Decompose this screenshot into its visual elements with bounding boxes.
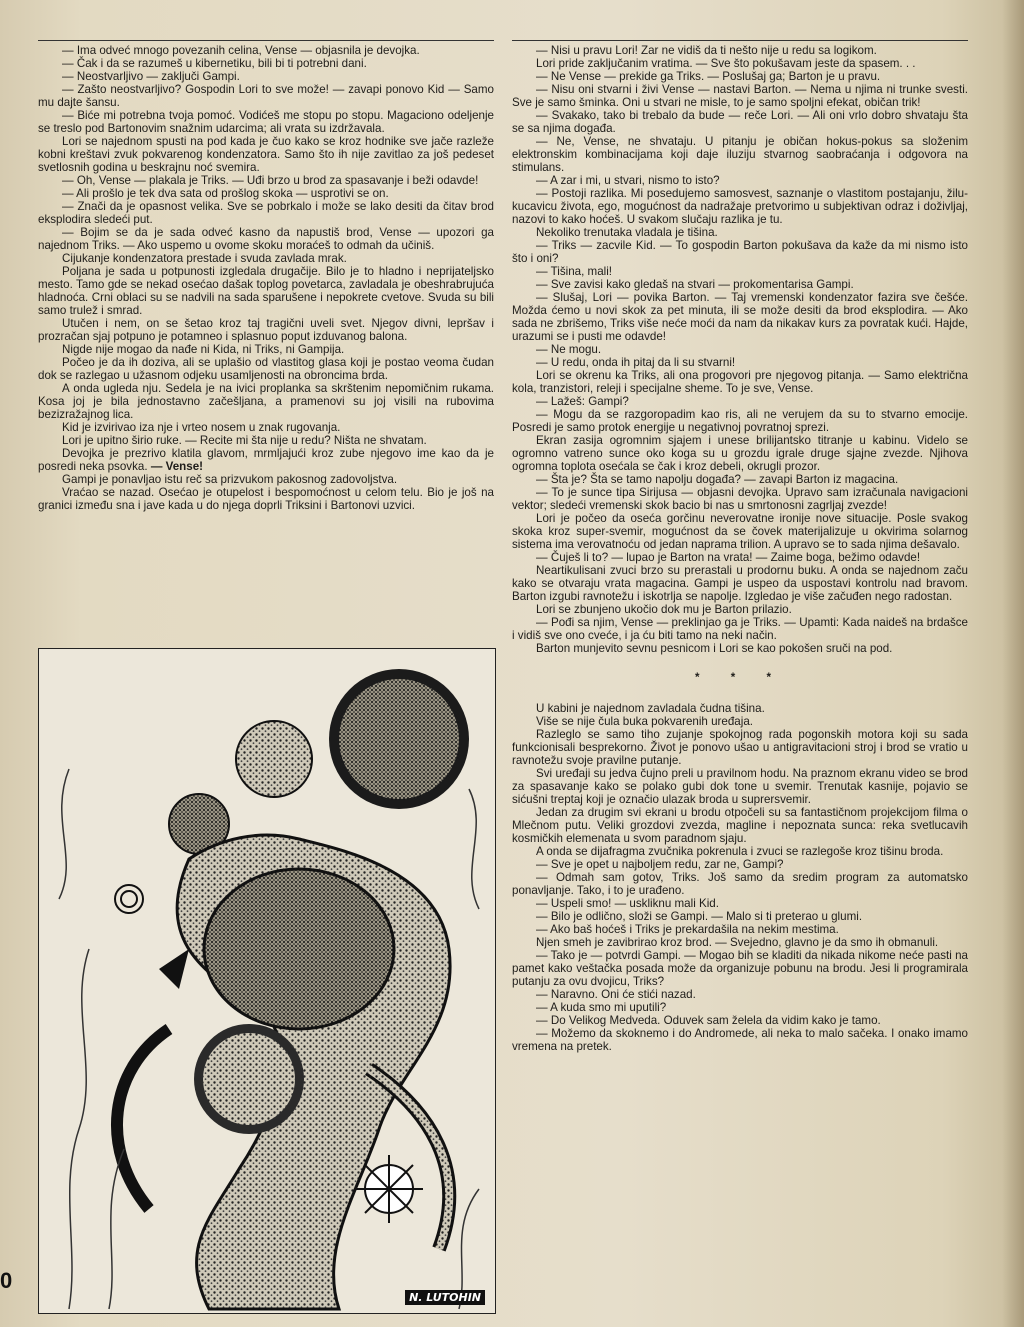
paragraph: A onda ugleda nju. Sedela je na ivici proplanka sa skrštenim nepomičnim rukama. Kosa joj je bila jednostavno začešljana, a pramenovi su joj visili na rubovima bezizražajnog lica. (38, 382, 494, 421)
paragraph: Njen smeh je zavibrirao kroz brod. — Svejedno, glavno je da smo ih obmanuli. (536, 936, 939, 949)
paragraph: Devojka je prezrivo klatila glavom, mrmljajući kroz zube njegovo ime kao da je posredi neka psovka. — Vense! (38, 447, 494, 473)
paragraph: — Neostvarljivo — zaključi Gampi. (62, 70, 240, 83)
paragraph: Lori se najednom spusti na pod kada je čuo kako se kroz hodnike sve jače razleže kobni kreštavi zvuk pokvarenog kondenzatora. Samo što ih nije zavitlao za još pedeset svetlosnih godina u beskrajnu noć svemira. (38, 135, 494, 174)
paragraph: — Do Velikog Medveda. Oduvek sam želela da vidim kako je tamo. (536, 1014, 881, 1027)
paragraph: — Mogu da se razgoropadim kao ris, ali ne verujem da su to stvarno emocije. Posredi je samo protok energije u negativnoj povratnoj sprezi. (512, 408, 968, 434)
right-text-column (512, 44, 968, 1314)
paragraph: — Ako baš hoćeš i Triks je prekardašila na nekim mestima. (536, 923, 839, 936)
paragraph: — Nisu oni stvarni i živi Vense — nastavi Barton. — Nema u njima ni trunke svesti. Sve je samo šminka. Oni u stvari ne misle, to je samo spoljni efekat, običan trik! (512, 83, 968, 109)
paragraph: Barton munjevito sevnu pesnicom i Lori se kao pokošen sruči na pod. (536, 642, 893, 655)
paragraph: Gampi je ponavljao istu reč sa prizvukom pakosnog zadovoljstva. (62, 473, 398, 486)
paragraph: — Zašto neostvarljivo? Gospodin Lori to sve može! — zavapi ponovo Kid — Samo mu dajte šansu. (38, 83, 494, 109)
top-rule-left (38, 40, 494, 41)
paragraph: — Uspeli smo! — uskliknu mali Kid. (536, 897, 719, 910)
paragraph: — A kuda smo mi uputili? (536, 1001, 667, 1014)
paragraph: — A zar i mi, u stvari, nismo to isto? (536, 174, 720, 187)
paragraph: — Tako je — potvrdi Gampi. — Mogao bih se kladiti da nikada nikome neće pasti na pamet kako veštačka posada može da organizuje pobunu na brodu. Jesi li programirala putanju za ovu dvojicu, Triks? (512, 949, 968, 988)
paragraph: — Odmah sam gotov, Triks. Još samo da sredim program za automatsko ponavljanje. Tako, i to je urađeno. (512, 871, 968, 897)
paragraph: Lori se zbunjeno ukočio dok mu je Barton prilazio. (536, 603, 792, 616)
illustrator-signature: N. LUTOHIN (405, 1290, 485, 1305)
paragraph: Počeo je da ih doziva, ali se uplašio od vlastitog glasa koji je postao veoma čudan dok se razlegao u užasnom odjeku usamljenosti na obroncima brda. (38, 356, 494, 382)
paragraph: — Nisi u pravu Lori! Zar ne vidiš da ti nešto nije u redu sa logikom. (536, 44, 877, 57)
paragraph: — Ali prošlo je tek dva sata od prošlog skoka — usprotivi se on. (62, 187, 389, 200)
paragraph: Neartikulisani zvuci brzo su prerastali u prodornu buku. A onda se najednom začu kako se otvaraju vrata magacina. Gampi je uspeo da uspostavi kontrolu nad bravom. Barton izgubi ravnotežu i iskotrlja se napolje. Izgledao je više začuđen nego radostan. (512, 564, 968, 603)
paragraph: — Čuješ li to? — lupao je Barton na vrata! — Zaime boga, bežimo odavde! (536, 551, 921, 564)
paragraph: Svi uređaji su jedva čujno preli u pravilnom hodu. Na praznom ekranu video se brod za spasavanje kako se polako gubi dok tone u svemir. Trenutak kasnije, pojavio se sićušni treptaj koji je označio ulazak broda u suprersvemir. (512, 767, 968, 806)
paragraph: — Sve zavisi kako gledaš na stvari — prokomentarisa Gampi. (536, 278, 854, 291)
page-number: 0 (0, 1268, 13, 1293)
bold-exclamation: — Vense! (150, 460, 204, 473)
paragraph: Vraćao se nazad. Osećao je otupelost i bespomoćnost u celom telu. Bio je još na granici između sna i jave kada u do njega doprli Triksini i Bartonovi uzvici. (38, 486, 494, 512)
paragraph: Lori je počeo da oseća gorčinu neverovatne ironije nove situacije. Posle svakog skoka kroz super-svemir, mogućnost da se čovek materijalizuje u okvirima solarnog sistema ima verovatnoću od jedan naprama trilion. A upravo se to sada njima dešavalo. (512, 512, 968, 551)
paragraph: Poljana je sada u potpunosti izgledala drugačije. Bilo je to hladno i neprijateljsko mesto. Tamo gde se nekad osećao dašak toplog povetarca, zavladala je obeshrabrujuća hladnoća. Crni oblaci su se nadvili na sada sparušene i nepokrete cvetove. Svuda su bili samo trulež i smrad. (38, 265, 494, 317)
paragraph: — Bilo je odlično, složi se Gampi. — Malo si ti preterao u glumi. (536, 910, 863, 923)
paragraph: — Slušaj, Lori — povika Barton. — Taj vremenski kondenzator fazira sve češće. Možda ćemo u novi skok za pet minuta, ili se može desiti da brod eksplodira. — Ako sada ne zbrišemo, Triks više neće moći da nam da nikakav kurs za povratak kući. Hajde, urazumi se i pusti me odavde! (512, 291, 968, 343)
paragraph: U kabini je najednom zavladala čudna tišina. (536, 702, 765, 715)
paragraph: — Lažeš: Gampi? (536, 395, 629, 408)
paragraph: — Znači da je opasnost velika. Sve se pobrkalo i može se lako desiti da čitav brod eksplodira sledeći put. (38, 200, 494, 226)
paragraph: Ekran zasija ogromnim sjajem i unese brilijantsko titranje u kabinu. Videlo se ogromno vatreno sunce oko koga su u grozdu igrale druge sjajne zvezde. Njihova ogromna toplota osećala se čak i kroz debeli, okrugli prozor. (512, 434, 968, 473)
surreal-illustration (38, 648, 496, 1314)
paragraph: — Čak i da se razumeš u kibernetiku, bili bi ti potrebni dani. (62, 57, 367, 70)
section-separator: * * * (695, 671, 785, 684)
paragraph: — Ima odveć mnogo povezanih celina, Vense — objasnila je devojka. (62, 44, 420, 57)
paragraph: — Naravno. Oni će stići nazad. (536, 988, 696, 1001)
paragraph: — Možemo da skoknemo i do Andromede, ali neka to malo sačeka. I onako imamo vremena na pretek. (512, 1027, 968, 1053)
paragraph: — Pođi sa njim, Vense — preklinjao ga je Triks. — Upamti: Kada naideš na brdašce i vidiš sve ono cveće, i ja ću biti tamo na neki način. (512, 616, 968, 642)
left-text-column (38, 44, 494, 644)
paragraph: — Svakako, tako bi trebalo da bude — reče Lori. — Ali oni vrlo dobro shvataju šta se sa njima događa. (512, 109, 968, 135)
paragraph: — U redu, onda ih pitaj da li su stvarni! (536, 356, 736, 369)
paragraph: — Triks — zacvile Kid. — To gospodin Barton pokušava da kaže da mi nismo isto što i oni? (512, 239, 968, 265)
paragraph: — Bojim se da je sada odveć kasno da napustiš brod, Vense — upozori ga najednom Triks. — Ako uspemo u ovome skoku moraćeš to odmah da učiniš. (38, 226, 494, 252)
paragraph: — Sve je opet u najboljem redu, zar ne, Gampi? (536, 858, 784, 871)
paragraph: Jedan za drugim svi ekrani u brodu otpočeli su sa fantastičnom projekcijom filma o Mlečnom putu. Veliki grozdovi zvezda, magline i nepoznata sunca: reka svetlucavih kosmičkih elemenata u svom paradnom sjaju. (512, 806, 968, 845)
paragraph: Cijukanje kondenzatora prestade i svuda zavlada mrak. (62, 252, 347, 265)
page-spine-shadow (1002, 0, 1024, 1327)
paragraph: Više se nije čula buka pokvarenih uređaja. (536, 715, 753, 728)
paragraph: — To je sunce tipa Sirijusa — objasni devojka. Upravo sam izračunala navigacioni vektor; sledeći vremenski skok bacio bi nas u smrtonosni zagrljaj zvezde! (512, 486, 968, 512)
paragraph: Razleglo se samo tiho zujanje spokojnog rada pogonskih motora koji su sada funkcionisali besprekorno. Život je ponovo ušao u antigravitacioni stroj i brod se vratio u ravnotežu svoje pravilne putanje. (512, 728, 968, 767)
paragraph: — Biće mi potrebna tvoja pomoć. Vodićeš me stopu po stopu. Magaciono odeljenje se treslo pod Bartonovim snažnim udarcima; ali vrata su izdržavala. (38, 109, 494, 135)
paragraph: — Ne Vense — prekide ga Triks. — Poslušaj ga; Barton je u pravu. (536, 70, 881, 83)
paragraph: Lori pride zaključanim vratima. — Sve što pokušavam jeste da spasem. . . (536, 57, 916, 70)
paragraph: — Ne mogu. (536, 343, 602, 356)
paragraph: Utučen i nem, on se šetao kroz taj tragični uveli svet. Njegov divni, lepršav i prozračan sjaj potpuno je potamneo i splasnuo poput izduvanog balona. (38, 317, 494, 343)
paragraph: — Oh, Vense — plakala je Triks. — Uđi brzo u brod za spasavanje i beži odavde! (62, 174, 479, 187)
paragraph: — Šta je? Šta se tamo napolju događa? — zavapi Barton iz magacina. (536, 473, 899, 486)
paragraph: Nigde nije mogao da nađe ni Kida, ni Triks, ni Gampija. (62, 343, 345, 356)
illustration-artwork (39, 649, 495, 1313)
paragraph: Lori je upitno širio ruke. — Recite mi šta nije u redu? Ništa ne shvatam. (62, 434, 427, 447)
paragraph: — Tišina, mali! (536, 265, 613, 278)
top-rule-right (512, 40, 968, 41)
paragraph: Kid je izvirivao iza nje i vrteo nosem u znak rugovanja. (62, 421, 341, 434)
paragraph: — Ne, Vense, ne shvataju. U pitanju je običan hokus-pokus sa složenim elektronskim kombinacijama koji daje iluziju stvarnog saobraćanja i odgovora na stimulans. (512, 135, 968, 174)
paragraph: — Postoji razlika. Mi posedujemo samosvest, saznanje o vlastitom postajanju, žilu-kucavicu života, ego, mogućnost da nadražaje pretvorimo u subjektivan odraz i doživljaj, nazovi to kako hoćeš. U svakom slučaju razlika je tu. (512, 187, 968, 226)
paragraph: Nekoliko trenutaka vladala je tišina. (536, 226, 718, 239)
paragraph: A onda se dijafragma zvučnika pokrenula i zvuci se razlegoše kroz tišinu broda. (536, 845, 944, 858)
paragraph: Lori se okrenu ka Triks, ali ona progovori pre njegovog pitanja. — Samo električna kola, tranzistori, releji i specijalne sheme. To je sve, Vense. (512, 369, 968, 395)
